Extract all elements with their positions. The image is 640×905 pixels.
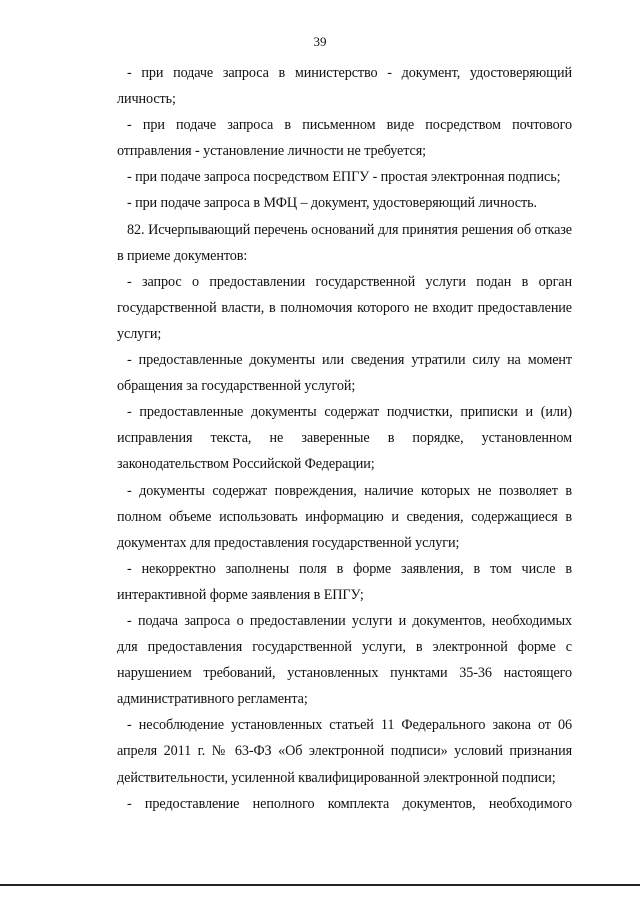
- paragraph: - предоставленные документы или сведения утратили силу на момент обращения за государственной услугой;: [117, 352, 572, 395]
- paragraph: - предоставление неполного комплекта документов, необходимого: [127, 795, 572, 812]
- document-body: [117, 60, 572, 817]
- paragraph: - подача запроса о предоставлении услуги и документов, необходимых для предоставления государственной услуги, в электронной форме с нарушением требований, установленных пунктами 35-36 настоящего административного регламента;: [117, 612, 572, 708]
- paragraph: - при подаче запроса в письменном виде посредством почтового отправления - установление личности не требуется;: [117, 117, 572, 160]
- footer-rule: [0, 884, 640, 886]
- paragraph: - при подаче запроса посредством ЕПГУ - простая электронная подпись;: [127, 169, 561, 186]
- paragraph: - несоблюдение установленных статьей 11 Федерального закона от 06 апреля 2011 г. № 63-ФЗ «Об электронной подписи» условий признания действительности, усиленной квалифицированной электронной подписи;: [117, 717, 572, 786]
- paragraph: - некорректно заполнены поля в форме заявления, в том числе в интерактивной форме заявления в ЕПГУ;: [117, 560, 572, 603]
- paragraph: 82. Исчерпывающий перечень оснований для принятия решения об отказе в приеме документов:: [117, 221, 572, 264]
- paragraph: - документы содержат повреждения, наличие которых не позволяет в полном объеме использовать информацию и сведения, содержащиеся в документах для предоставления государственной услуги;: [117, 482, 572, 551]
- paragraph: - при подаче запроса в МФЦ – документ, удостоверяющий личность.: [127, 195, 537, 212]
- paragraph: - предоставленные документы содержат подчистки, приписки и (или) исправления текста, не заверенные в порядке, установленном законодательством Российской Федерации;: [117, 404, 572, 473]
- paragraph: - при подаче запроса в министерство - документ, удостоверяющий личность;: [117, 65, 572, 108]
- paragraph: - запрос о предоставлении государственной услуги подан в орган государственной власти, в полномочия которого не входит предоставление услуги;: [117, 273, 572, 342]
- page-number: 39: [313, 34, 327, 49]
